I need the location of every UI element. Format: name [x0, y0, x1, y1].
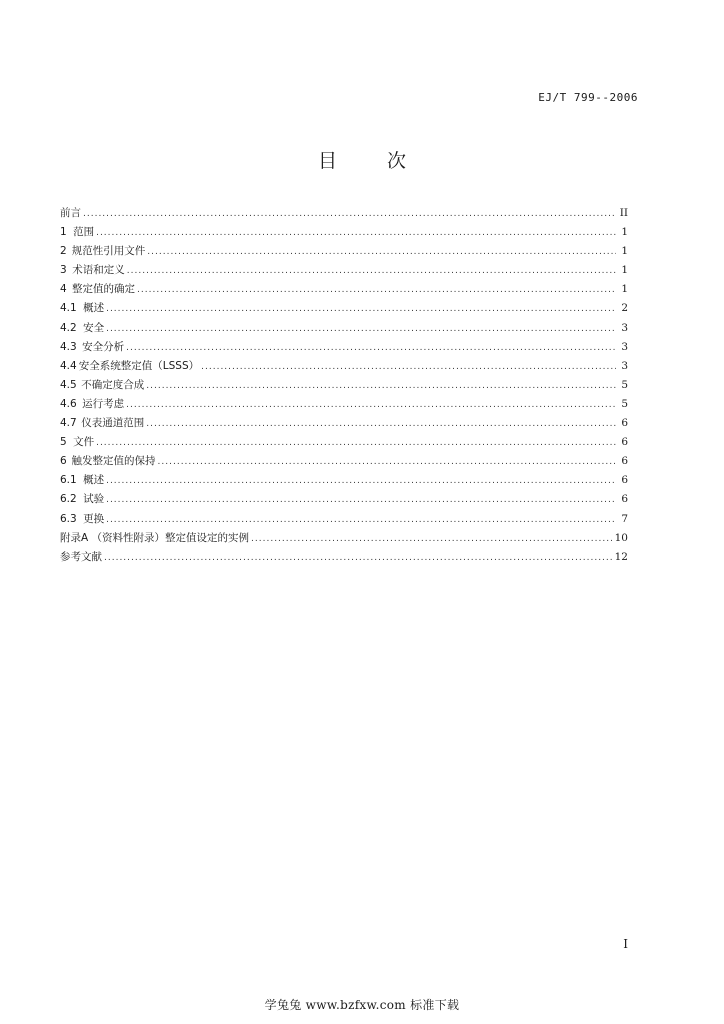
toc-entry-number: 4.3	[60, 340, 77, 353]
toc-leader-dots	[146, 415, 616, 434]
toc-leader-dots	[106, 491, 616, 510]
toc-entry-number: 4.5	[60, 378, 77, 391]
toc-entry-label: 运行考虑	[82, 397, 125, 410]
toc-leader-dots	[126, 396, 616, 415]
toc-leader-dots	[106, 472, 616, 491]
toc-entry-number: 6	[60, 455, 67, 468]
toc-entry-number: 4	[60, 283, 67, 296]
toc-entry-label: 参考文献	[60, 550, 102, 563]
toc-entry-page: 1	[621, 264, 628, 277]
toc-entry-page: 6	[621, 436, 628, 449]
toc-entry-number: 2	[60, 245, 67, 258]
footer-watermark: 学兔兔 www.bzfxw.com 标准下载	[264, 998, 460, 1012]
toc-entry-page: 12	[614, 550, 628, 563]
toc-entry-label: 规范性引用文件	[71, 245, 146, 258]
toc-entry-number: 4.7	[60, 417, 77, 430]
toc-entry-page: 1	[621, 245, 628, 258]
toc-entry-number: 1	[60, 226, 67, 239]
toc-entry-label: 安全分析	[82, 340, 125, 353]
toc-entry[interactable]	[60, 319, 628, 338]
toc-entry[interactable]	[60, 299, 628, 318]
toc-entry-page: II	[619, 207, 628, 219]
toc-entry-label: 更换	[83, 512, 105, 525]
toc-entry-number: 5	[60, 436, 67, 449]
toc-entry-number: 6.1	[60, 474, 77, 487]
toc-leader-dots	[127, 262, 616, 281]
toc-entry-number: 4.1	[60, 302, 77, 315]
toc-entry-number: 4.2	[60, 321, 77, 334]
toc-entry-label: 概述	[83, 302, 105, 315]
toc-entry-number: 4.6	[60, 397, 77, 410]
toc-entry-page: 5	[621, 378, 628, 391]
page-number: I	[623, 937, 628, 951]
toc-entry-label: 术语和定义	[72, 264, 125, 277]
toc-entry-label: 仪表通道范围	[81, 417, 145, 430]
toc-entry-page: 3	[621, 321, 628, 334]
toc-entry[interactable]	[60, 490, 628, 509]
page-title: 目 次	[317, 150, 429, 172]
toc-leader-dots	[147, 243, 616, 262]
toc-entry-page: 3	[621, 340, 628, 353]
toc-entry-label: 试验	[83, 493, 105, 506]
table-of-contents	[60, 204, 628, 567]
toc-entry-label: 文件	[73, 436, 95, 449]
toc-entry-label: 整定值的确定	[72, 283, 136, 296]
toc-entry-page: 6	[621, 493, 628, 506]
toc-entry-label: 不确定度合成	[81, 378, 145, 391]
toc-entry-page: 6	[621, 474, 628, 487]
toc-leader-dots	[96, 434, 616, 453]
toc-entry-number: 6.3	[60, 512, 77, 525]
toc-entry-page: 2	[621, 302, 628, 315]
toc-entry[interactable]	[60, 280, 628, 299]
toc-leader-dots	[96, 224, 616, 243]
toc-entry-label: 附录A （资料性附录）整定值设定的实例	[60, 531, 250, 544]
toc-entry[interactable]	[60, 452, 628, 471]
toc-entry-number: 4.4	[60, 359, 77, 372]
toc-entry[interactable]	[60, 529, 628, 548]
toc-entry[interactable]	[60, 414, 628, 433]
toc-entry-page: 1	[621, 283, 628, 296]
toc-entry-page: 6	[621, 417, 628, 430]
toc-leader-dots	[158, 453, 616, 472]
toc-leader-dots	[201, 358, 616, 377]
toc-entry[interactable]	[60, 204, 628, 223]
toc-entry-label: 安全	[83, 321, 105, 334]
toc-leader-dots	[137, 281, 616, 300]
toc-entry[interactable]	[60, 510, 628, 529]
toc-leader-dots	[106, 320, 616, 339]
toc-entry[interactable]	[60, 357, 628, 376]
toc-leader-dots	[83, 205, 616, 224]
toc-entry-label: 范围	[73, 226, 95, 239]
toc-entry[interactable]	[60, 338, 628, 357]
toc-entry[interactable]	[60, 433, 628, 452]
toc-entry-number: 3	[60, 264, 67, 277]
toc-entry-page: 7	[621, 512, 628, 525]
standard-code: EJ/T 799--2006	[538, 91, 638, 104]
toc-entry-label: 安全系统整定值（LSSS）	[78, 359, 200, 372]
toc-leader-dots	[146, 377, 616, 396]
toc-entry[interactable]	[60, 548, 628, 567]
toc-leader-dots	[251, 530, 613, 549]
toc-leader-dots	[104, 549, 613, 568]
toc-leader-dots	[106, 300, 616, 319]
toc-entry[interactable]	[60, 261, 628, 280]
toc-entry-page: 1	[621, 226, 628, 239]
toc-entry-label: 概述	[83, 474, 105, 487]
toc-entry-page: 10	[614, 531, 628, 544]
toc-entry[interactable]	[60, 376, 628, 395]
toc-entry-page: 5	[621, 397, 628, 410]
toc-entry-label: 触发整定值的保持	[71, 455, 156, 468]
toc-entry-page: 3	[621, 359, 628, 372]
toc-entry-label: 前言	[60, 207, 81, 219]
toc-leader-dots	[126, 339, 616, 358]
toc-entry-page: 6	[621, 455, 628, 468]
toc-leader-dots	[106, 511, 616, 530]
toc-entry[interactable]	[60, 395, 628, 414]
toc-entry-number: 6.2	[60, 493, 77, 506]
toc-entry[interactable]	[60, 471, 628, 490]
toc-entry[interactable]	[60, 242, 628, 261]
toc-entry[interactable]	[60, 223, 628, 242]
